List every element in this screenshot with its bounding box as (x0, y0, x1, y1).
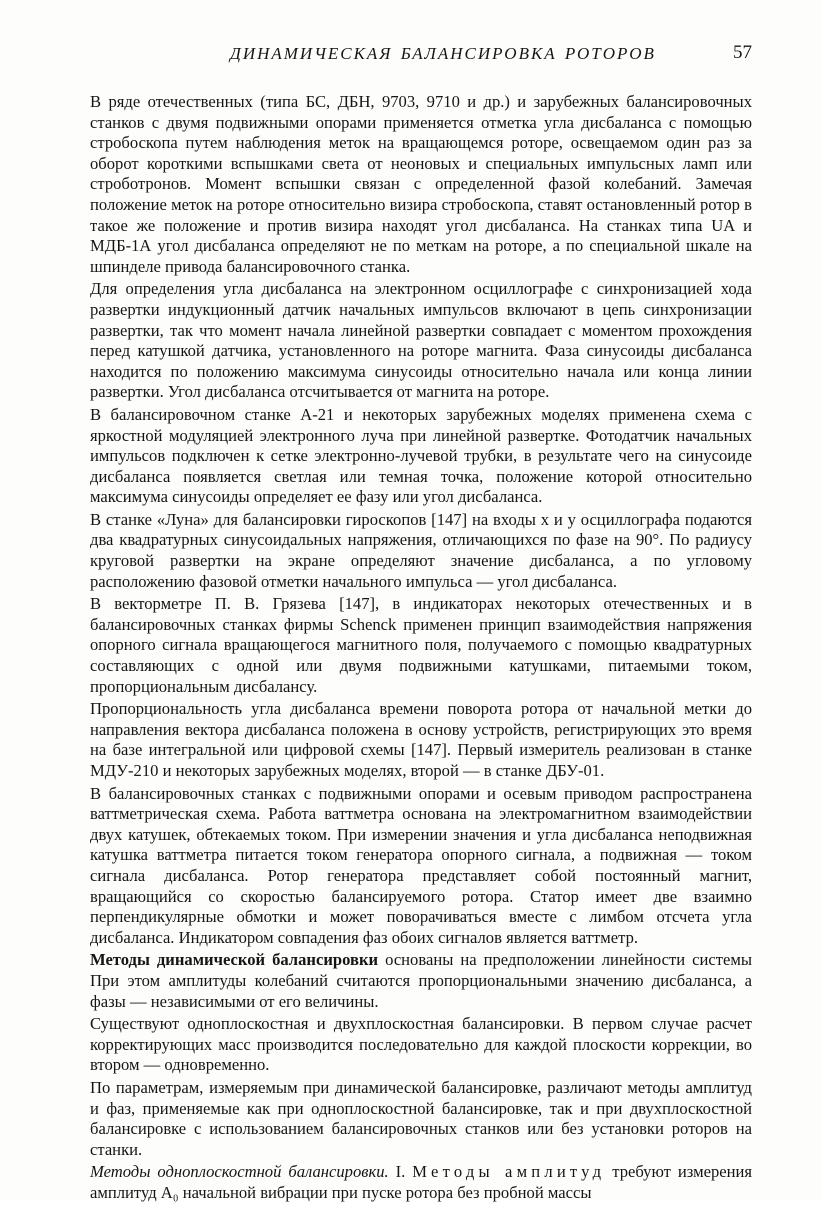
paragraph-single-plane-text: требуют измерения амплитуд A₀ начальной вибрации при пуске ротора без пробной массы (90, 1162, 752, 1202)
running-head (90, 44, 752, 70)
paragraph-dynamic-methods-text: основаны на предположении линейности системы При этом амплитуды колебаний считаются пропорциональными значению дисбаланса, а фазы — независимыми от его величины. (90, 950, 752, 1011)
paragraph-stroboscope: В ряде отечественных (типа БС, ДБН, 9703, 9710 и др.) и зарубежных балансировочных станков с двумя подвижными опорами применяется отметка угла дисбаланса с помощью стробоскопа путем наблюдения меток на вращающемся роторе, освещаемом один раз за оборот короткими вспышками света от неоновых и специальных импульсных ламп или строботронов. Момент вспышки связан с определенной фазой колебаний. Замечая положение меток на роторе относительно визира стробоскопа, ставят остановленный ротор в такое же положение и против визира находят угол дисбаланса. На станках типа UA и МДБ-1А угол дисбаланса определяют не по меткам на роторе, а по специальной шкале на шпинделе привода балансировочного станка. (90, 92, 752, 276)
item-number: I. (388, 1162, 413, 1182)
page-number: 57 (733, 42, 752, 63)
paragraph-wattmeter: В балансировочных станках с подвижными опорами и осевым приводом распространена ваттметрическая схема. Работа ваттметра основана на электромагнитном взаимодействии двух катушек, обтекаемых током. При измерении значения и угла дисбаланса неподвижная катушка ваттметра питается током генератора опорного сигнала, а подвижная — током сигнала дисбаланса. Ротор генератора представляет собой постоянный магнит, вращающийся со скоростью балансируемого ротора. Статор имеет две взаимно перпендикулярные обмотки и может поворачиваться вместе с лимбом отсчета угла дисбаланса. Индикатором совпадения фаз обоих сигналов является ваттметр. (90, 783, 752, 947)
paragraph-time-proportionality: Пропорциональность угла дисбаланса времени поворота ротора от начальной метки до направления вектора дисбаланса положена в основу устройств, регистрирующих это время на базе интегральной или цифровой схемы [147]. Первый измеритель реализован в станке МДУ-210 и некоторых зарубежных моделях, второй — в станке ДБУ-01. (90, 699, 752, 780)
term-amplitude-methods: Методы амплитуд (412, 1162, 606, 1182)
paragraph-vectormeter: В векторметре П. В. Грязева [147], в индикаторах некоторых отечественных и в балансировочных станках фирмы Schenck применен принцип взаимодействия напряжения опорного сигнала вращающегося магнитного поля, получаемого с помощью квадратурных составляющих с одной или двумя подвижными катушками, питаемыми током, пропорциональным дисбалансу. (90, 594, 752, 696)
paragraph-luna-machine: В станке «Луна» для балансировки гироскопов [147] на входы x и y осциллографа подаются два квадратурных синусоидальных напряжения, отличающихся по фазе на 90°. По радиусу круговой развертки на экране определяют значение дисбаланса, а по угловому расположению фазовой отметки начального импульса — угол дисбаланса. (90, 509, 752, 591)
body-text (90, 92, 752, 1205)
running-title: ДИНАМИЧЕСКАЯ БАЛАНСИРОВКА РОТОРОВ (230, 44, 656, 63)
subheading-single-plane: Методы одноплоскостной балансировки. (90, 1162, 389, 1182)
paragraph-dynamic-methods (90, 950, 752, 1012)
term-dynamic-balancing-methods: Методы динамической балансировки (90, 950, 379, 970)
paragraph-brightness-modulation: В балансировочном станке А-21 и некоторых зарубежных моделях применена схема с яркостной модуляцией электронного луча при линейной развертке. Фотодатчик начальных импульсов подключен к сетке электронно-лучевой трубки, в результате чего на синусоиде дисбаланса появляется светлая или темная точка, положение которой относительно максимума синусоиды определяет ее фазу или угол дисбаланса. (90, 404, 752, 507)
paragraph-single-plane-methods (90, 1162, 752, 1203)
paragraph-amplitude-phase: По параметрам, измеряемым при динамической балансировке, различают методы амплитуд и фаз, применяемые как при одноплоскостной балансировке, так и при двухплоскостной балансировке с использованием балансировочных станков или без установки роторов на станки. (90, 1077, 752, 1159)
paragraph-plane-types: Существуют одноплоскостная и двухплоскостная балансировки. В первом случае расчет корректирующих масс производится последовательно для каждой плоскости коррекции, во втором — одновременно. (90, 1014, 752, 1075)
paragraph-oscillograph: Для определения угла дисбаланса на электронном осциллографе с синхронизацией хода развертки индукционный датчик начальных импульсов включают в цепь синхронизации развертки, так что момент начала линейной развертки совпадает с моментом прохождения перед катушкой датчика, установленного на роторе магнита. Фаза синусоиды дисбаланса находится по положению максимума синусоиды относительно начала или конца линии развертки. Угол дисбаланса отсчитывается от магнита на роторе. (90, 279, 752, 402)
